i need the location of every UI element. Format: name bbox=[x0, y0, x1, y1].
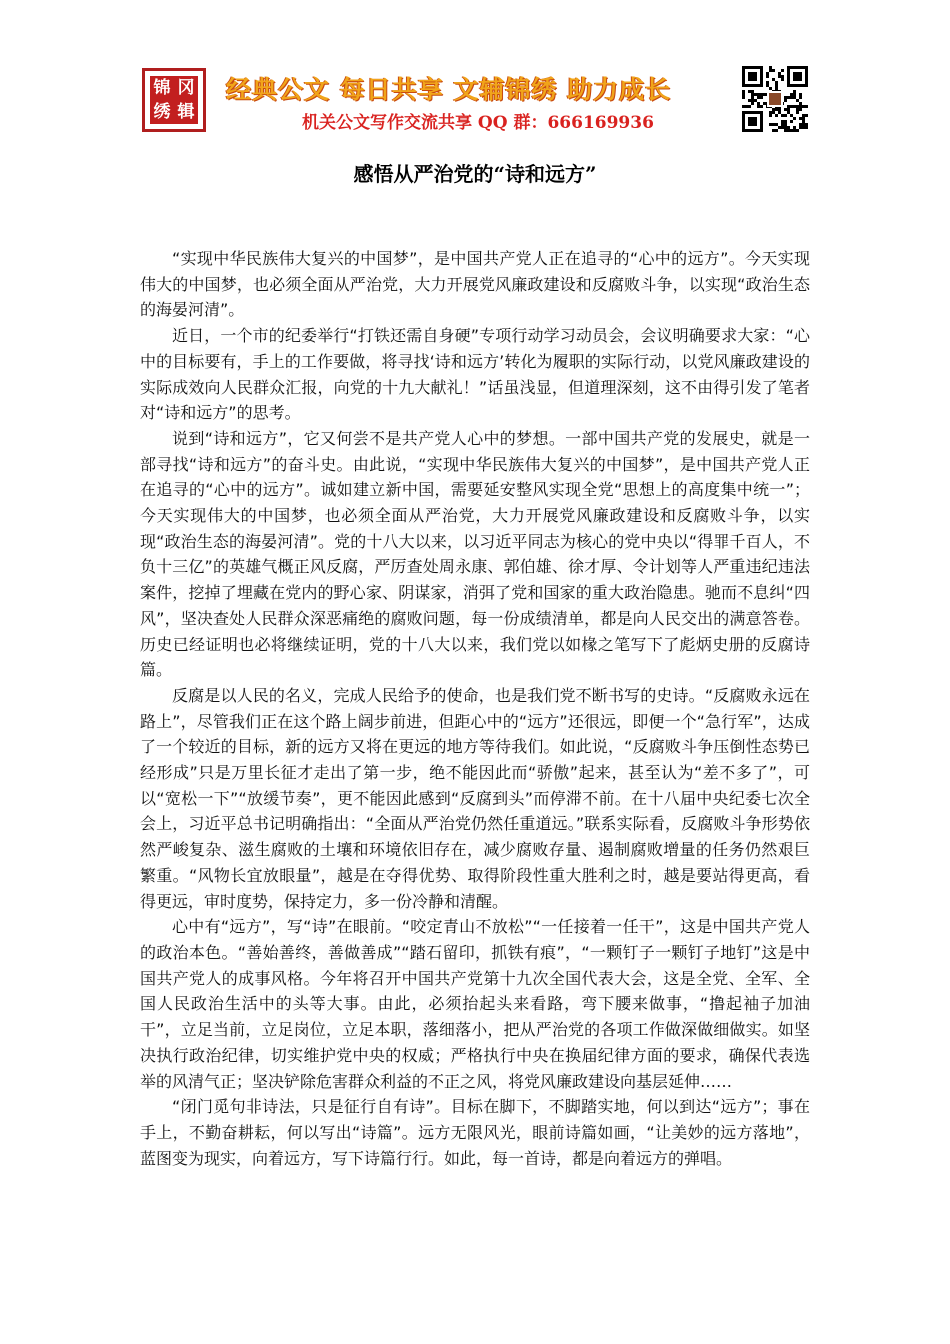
seal-char: 冈 bbox=[177, 78, 195, 98]
seal-char: 辑 bbox=[177, 102, 195, 122]
header-banner bbox=[142, 66, 808, 136]
paragraph: 心中有“远方”，写“诗”在眼前。“咬定青山不放松”“一任接着一任干”，这是中国共产党人的政治本色。“善始善终，善做善成”“踏石留印，抓铁有痕”，“一颗钉子一颗钉子地钉”这是中国共产党人的成事风格。今年将召开中国共产党第十九次全国代表大会，这是全党、全军、全国人民政治生活中的头等大事。由此，必须抬起头来看路，弯下腰来做事，“撸起袖子加油干”，立足当前，立足岗位，立足本职，落细落小，把从严治党的各项工作做深做细做实。如坚决执行政治纪律，切实维护党中央的权威；严格执行中央在换届纪律方面的要求，确保代表选举的风清气正；坚决铲除危害群众利益的不正之风，将党风廉政建设向基层延伸…… bbox=[140, 917, 810, 1091]
paragraph: “闭门觅句非诗法，只是征行自有诗”。目标在脚下，不脚踏实地，何以到达“远方”；事在手上，不勤奋耕耘，何以写出“诗篇”。远方无限风光，眼前诗篇如画，“让美妙的远方落地”，蓝图变为现实，向着远方，写下诗篇行行。如此，每一首诗，都是向着远方的弹唱。 bbox=[140, 1097, 810, 1168]
qq-group-line: 机关公文写作交流共享 QQ 群：666169936 bbox=[302, 113, 654, 133]
paragraph: 反腐是以人民的名义，完成人民给予的使命，也是我们党不断书写的史诗。“反腐败永远在路上”，尽管我们正在这个路上阔步前进，但距心中的“远方”还很远，即便一个“急行军”，达成了一个较近的目标，新的远方又将在更远的地方等待我们。如此说，“反腐败斗争压倒性态势已经形成”只是万里长征才走出了第一步，绝不能因此而“骄傲”起来，甚至认为“差不多了”，可以“宽松一下”“放缓节奏”，更不能因此感到“反腐到头”而停滞不前。在十八届中央纪委七次全会上，习近平总书记明确指出：“全面从严治党仍然任重道远。”联系实际看，反腐败斗争形势依然严峻复杂、滋生腐败的土壤和环境依旧存在，减少腐败存量、遏制腐败增量的任务仍然艰巨繁重。“风物长宜放眼量”，越是在夺得优势、取得阶段性重大胜利之时，越是要站得更高，看得更远，审时度势，保持定力，多一份冷静和清醒。 bbox=[140, 685, 810, 911]
seal-logo bbox=[142, 68, 206, 132]
paragraph: 近日，一个市的纪委举行“打铁还需自身硬”专项行动学习动员会，会议明确要求大家：“心中的目标要有，手上的工作要做，将寻找‘诗和远方’转化为履职的实际行动，以党风廉政建设的实际成效向人民群众汇报，向党的十九大献礼！”话虽浅显，但道理深刻，这不由得引发了笔者对“诗和远方”的思考。 bbox=[140, 326, 810, 423]
document-body bbox=[140, 246, 810, 1171]
seal-logo-characters bbox=[150, 76, 198, 124]
document-title: 感悟从严治党的“诗和远方” bbox=[353, 162, 597, 186]
paragraph: “实现中华民族伟大复兴的中国梦”，是中国共产党人正在追寻的“心中的远方”。今天实现伟大的中国梦，也必须全面从严治党，大力开展党风廉政建设和反腐败斗争，以实现“政治生态的海晏河清”。 bbox=[140, 249, 810, 320]
seal-char: 锦 bbox=[153, 78, 171, 98]
paragraph: 说到“诗和远方”，它又何尝不是共产党人心中的梦想。一部中国共产党的发展史，就是一部寻找“诗和远方”的奋斗史。由此说，“实现中华民族伟大复兴的中国梦”，是中国共产党人正在追寻的“心中的远方”。诚如建立新中国，需要延安整风实现全党“思想上的高度集中统一”；今天实现伟大的中国梦，也必须全面从严治党，大力开展党风廉政建设和反腐败斗争，以实现“政治生态的海晏河清”。党的十八大以来，以习近平同志为核心的党中央以“得罪千百人，不负十三亿”的英雄气概正风反腐，严厉查处周永康、郭伯雄、徐才厚、令计划等人严重违纪违法案件，挖掉了埋藏在党内的野心家、阴谋家，消弭了党和国家的重大政治隐患。驰而不息纠“四风”，坚决查处人民群众深恶痛绝的腐败问题，每一份成绩清单，都是向人民交出的满意答卷。历史已经证明也必将继续证明，党的十八大以来，我们党以如椽之笔写下了彪炳史册的反腐诗篇。 bbox=[140, 428, 810, 680]
qr-code-icon bbox=[742, 66, 808, 132]
seal-char: 绣 bbox=[153, 102, 171, 122]
slogan: 经典公文 每日共享 文辅锦绣 助力成长 bbox=[226, 75, 672, 104]
